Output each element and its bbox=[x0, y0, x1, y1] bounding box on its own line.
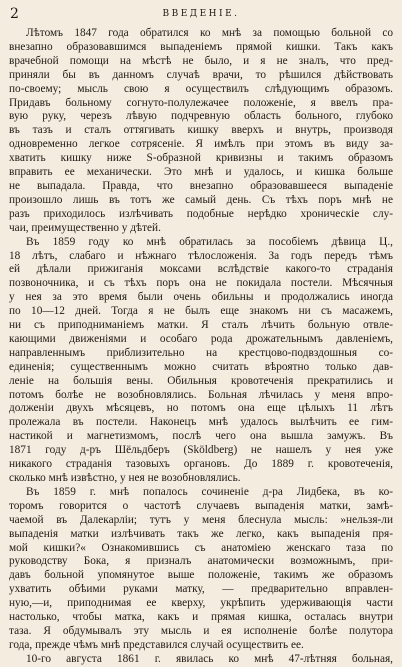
text-line: внезапно образовавшимся выпаденіемъ прямой кишки. Такъ какъ bbox=[9, 40, 393, 53]
text-line: мой кишки?« Ознакомившись съ анатоміею женскаго таза по bbox=[9, 541, 393, 554]
text-line: чаемой въ Далекарліи; тутъ у меня блеснула мысль: »нельзя-ли bbox=[9, 513, 393, 526]
text-line: вправить ее механически. Это мнѣ и удалось, и кишка больше bbox=[9, 166, 393, 179]
text-line: ей дѣлали прижиганія моксами вслѣдствіе какого-то страданія bbox=[9, 263, 393, 276]
body-text bbox=[9, 27, 393, 667]
text-line: торомъ говорится о частотѣ случаевъ выпаденія матки, замѣ- bbox=[9, 499, 393, 512]
text-line: по-своему; мысль свою я осуществилъ слѣдующимъ образомъ. bbox=[9, 82, 393, 95]
text-line: Придавъ больному согнуто-полулежачее положеніе, я ввелъ пра- bbox=[9, 96, 393, 109]
text-line: леніе на большія вены. Обильныя кровотеченія прекратились и bbox=[9, 374, 393, 387]
text-line: никакого страданія тазовыхъ органовъ. До 1889 г. кровотеченія, bbox=[9, 458, 393, 471]
text-line: Лѣтомъ 1847 года обратился ко мнѣ за помощью больной со bbox=[26, 27, 393, 39]
text-line: направленнымъ приблизительно на крестцово-подвздошныя со- bbox=[9, 346, 393, 359]
text-line: 10-го августа 1861 г. явилась ко мнѣ 47-лѣтняя больная, bbox=[26, 652, 393, 665]
text-line: руководству Бока, я призналъ анатомически возможнымъ, при- bbox=[9, 555, 393, 568]
text-line: хватить кишку ниже S-образной кривизны и такимъ образомъ bbox=[9, 152, 393, 165]
text-line: настолько, чтобы матка, какъ и прямая кишка, осталась внутри bbox=[9, 611, 393, 624]
text-line: давъ больной упомянутое выше положеніе, такимъ же образомъ bbox=[9, 569, 393, 582]
text-line: 1871 году д-ръ Шёльдберъ (Sköldberg) не нашелъ у нея уже bbox=[9, 444, 393, 457]
text-line: у нея за это время были очень обильны и продолжались иногда bbox=[9, 291, 393, 304]
text-line: чаи, преимущественно у дѣтей. bbox=[9, 221, 161, 234]
page-number: 2 bbox=[10, 6, 19, 22]
text-line: ную,—и, приподнимая ее кверху, укрѣпить удерживающія части bbox=[9, 597, 393, 610]
text-line: въ тазъ и сталъ оттягивать кишку вверхъ и внутрь, производя bbox=[9, 124, 393, 137]
text-line: кающими движеніями и особаго рода дрожательнымъ давленіемъ, bbox=[9, 332, 393, 345]
text-line: позвоночника, и съ тѣхъ поръ она не покидала постели. Мѣсячныя bbox=[9, 277, 393, 290]
text-line: вую руку, черезъ лѣвую подчревную область больного, глубоко bbox=[9, 110, 393, 123]
page-header bbox=[0, 6, 402, 22]
text-line: ни съ приподниманіемъ матки. Я сталъ лѣчить больную отвле- bbox=[9, 319, 393, 332]
text-line: не выпадала. Правда, что внезапно образовавшееся выпаденіе bbox=[9, 179, 393, 192]
text-line: потомъ болѣе не возобновлялись. Больная лѣчилась у меня впро- bbox=[9, 388, 393, 401]
text-line: Въ 1859 году ко мнѣ обратилась за пособіемъ дѣвица Ц., bbox=[26, 235, 393, 248]
text-line: 18 лѣтъ, слабаго и нѣжнаго тѣлосложенія. За годъ передъ тѣмъ bbox=[9, 249, 393, 262]
text-line: одновременно легкое сотрясеніе. Я имѣлъ при этомъ въ виду за- bbox=[9, 138, 393, 151]
text-line: долженіи двухъ мѣсяцевъ, но потомъ она еще цѣлыхъ 11 лѣтъ bbox=[9, 402, 393, 415]
text-line: года, прежде чѣмъ мнѣ представился случай осуществить ее. bbox=[9, 638, 304, 651]
text-line: таза. Я обдумывалъ эту мысль и ея исполненіе болѣе полутора bbox=[9, 624, 393, 637]
text-line: пролежала въ постели. Наконецъ мнѣ удалось вылѣчить ее гим- bbox=[9, 416, 393, 429]
text-line: по 10—12 дней. Тогда я не былъ еще знакомъ ни съ масажемъ, bbox=[9, 305, 393, 318]
text-line: ухватить обѣими руками матку, — предварительно вправлен- bbox=[9, 583, 393, 596]
text-line: выпаденія матки излѣчивать такъ же легко, какъ выпаденія пря- bbox=[9, 527, 393, 540]
text-line: врачебной помощи на мѣстѣ не было, и я не зналъ, что пред- bbox=[9, 54, 393, 67]
text-line: приняли бы въ данномъ случаѣ врачи, то рѣшился дѣйствовать bbox=[9, 68, 393, 81]
text-line: настикой и магнетизмомъ, послѣ чего она вышла замужъ. Въ bbox=[9, 430, 393, 443]
text-line: сколько мнѣ извѣстно, у нея не возобновлялись. bbox=[9, 472, 241, 484]
text-line: произошло лишь въ тотъ же самый день. Съ тѣхъ поръ мнѣ не bbox=[9, 193, 393, 206]
text-line: разъ приходилось излѣчивать подобные нерѣдко хроническіе слу- bbox=[9, 207, 393, 220]
running-head: ВВЕДЕНІЕ. bbox=[162, 9, 240, 19]
text-line: единенія; существеннымъ можно считать вѣроятно только дав- bbox=[9, 360, 393, 373]
text-line: Въ 1859 г. мнѣ попалось сочиненіе д-ра Лидбека, въ ко- bbox=[26, 485, 393, 498]
